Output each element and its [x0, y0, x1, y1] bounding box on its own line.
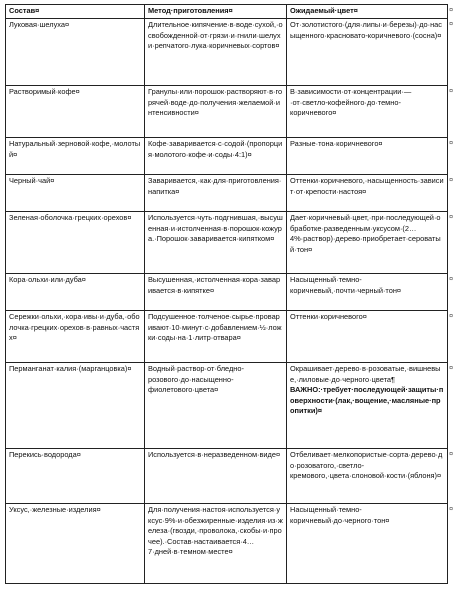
- table-row: [6, 175, 448, 212]
- cell-method: Используется·чуть·подгнившая,·высушенная·и·истолченная·в·порошок·кожура.·Порошок·заваривается·кипятком¤: [145, 212, 287, 274]
- cell-method: Заваривается,·как·для·приготовления·напитка¤: [145, 175, 287, 212]
- table-row: [6, 19, 448, 86]
- cell-method: Водный·раствор·от·бледно-розового·до·насыщенно-фиолетового·цвета¤: [145, 363, 287, 449]
- row-end-marker: ¤: [449, 6, 453, 14]
- table-header-row: [6, 5, 448, 19]
- row-end-marker: ¤: [449, 275, 453, 283]
- table-row: [6, 363, 448, 449]
- cell-color: Насыщенный·темно-коричневый,·почти·черный·тон¤: [287, 274, 448, 311]
- important-note: ВАЖНО:·требует·последующей·защиты·поверхности·(лак,·вощение,·масляные·пропитки)¤: [290, 385, 444, 416]
- cell-composition: Зеленая·оболочка·грецких·орехов¤: [6, 212, 145, 274]
- cell-method: Подсушенное·толченое·сырье·проваривают·10·минут·с·добавлением·½·ложки·соды·на·1·литр·отвара¤: [145, 311, 287, 363]
- row-end-marker: ¤: [449, 20, 453, 28]
- cell-color: Отбеливает·мелкопористые·сорта·дерево·до·розоватого,·светло-кремового,·цвета·слоновой·кости·(яблоня)¤: [287, 449, 448, 504]
- header-color: Ожидаемый·цвет¤: [287, 5, 448, 19]
- table-row: [6, 138, 448, 175]
- row-end-marker: ¤: [449, 213, 453, 221]
- cell-color: Оттенки·коричневого¤: [287, 311, 448, 363]
- cell-color: Оттенки·коричневого,·насыщенность·зависит·от·крепости·настоя¤: [287, 175, 448, 212]
- cell-method: Используется·в·неразведенном·виде¤: [145, 449, 287, 504]
- cell-color: Насыщенный·темно-коричневый·до·черного·тон¤: [287, 504, 448, 584]
- cell-method: Высушенная,·истолченная·кора·заваривается·в·кипятке¤: [145, 274, 287, 311]
- cell-composition: Сережки·ольхи,·кора·ивы·и·дуба,·оболочка·грецких·орехов·в·равных·частях¤: [6, 311, 145, 363]
- table-row: [6, 274, 448, 311]
- cell-composition: Растворимый·кофе¤: [6, 86, 145, 138]
- table-row: [6, 311, 448, 363]
- row-end-marker: ¤: [449, 176, 453, 184]
- cell-composition: Натуральный·зерновой·кофе,·молотый¤: [6, 138, 145, 175]
- row-end-marker: ¤: [449, 450, 453, 458]
- row-end-marker: ¤: [449, 139, 453, 147]
- table-row: [6, 86, 448, 138]
- cell-color: Разные·тона·коричневого¤: [287, 138, 448, 175]
- row-end-marker: ¤: [449, 505, 453, 513]
- cell-method: Гранулы·или·порошок·растворяют·в·горячей·воде·до·получения·желаемой·интенсивности¤: [145, 86, 287, 138]
- row-end-marker: ¤: [449, 87, 453, 95]
- color-text: Окрашивает·дерево·в·розоватые,·вишневые,·лиловые·до·черного·цвета¶: [290, 364, 441, 384]
- cell-method: Длительное·кипячение·в·воде·сухой,·освобожденной·от·грязи·и·гнили·шелухи·репчатого·лука·коричневых·сортов¤: [145, 19, 287, 86]
- cell-composition: Черный·чай¤: [6, 175, 145, 212]
- cell-composition: Уксус,·железные·изделия¤: [6, 504, 145, 584]
- cell-color: [287, 363, 448, 449]
- cell-method: Для·получения·настоя·используется·уксус·9%·и·обезжиренные·изделия·из·железа·(гвозди,·проволока,·скобы·и·прочее).·Состав·настаивается·4…7·дней·в·темном·месте¤: [145, 504, 287, 584]
- dye-table: [5, 4, 448, 584]
- cell-color: В·зависимости·от·концентрации·—·от·светло-кофейного·до·темно-коричневого¤: [287, 86, 448, 138]
- header-method: Метод·приготовления¤: [145, 5, 287, 19]
- cell-composition: Луковая·шелуха¤: [6, 19, 145, 86]
- cell-composition: Перекись·водорода¤: [6, 449, 145, 504]
- cell-color: Дает·коричневый·цвет,·при·последующей·обработке·разведенным·уксусом·(2…4%·раствор)·дерево·приобретает·сероватый·тон¤: [287, 212, 448, 274]
- cell-composition: Кора·ольхи·или·дуба¤: [6, 274, 145, 311]
- table-row: [6, 504, 448, 584]
- table-row: [6, 212, 448, 274]
- cell-color: От·золотистого·(для·липы·и·березы)·до·насыщенного·красновато-коричневого·(сосна)¤: [287, 19, 448, 86]
- row-end-marker: ¤: [449, 364, 453, 372]
- header-composition: Состав¤: [6, 5, 145, 19]
- table-row: [6, 449, 448, 504]
- row-end-marker: ¤: [449, 312, 453, 320]
- cell-composition: Перманганат·калия·(марганцовка)¤: [6, 363, 145, 449]
- cell-method: Кофе·заваривается·с·содой·(пропорция·молотого·кофе·и·соды·4:1)¤: [145, 138, 287, 175]
